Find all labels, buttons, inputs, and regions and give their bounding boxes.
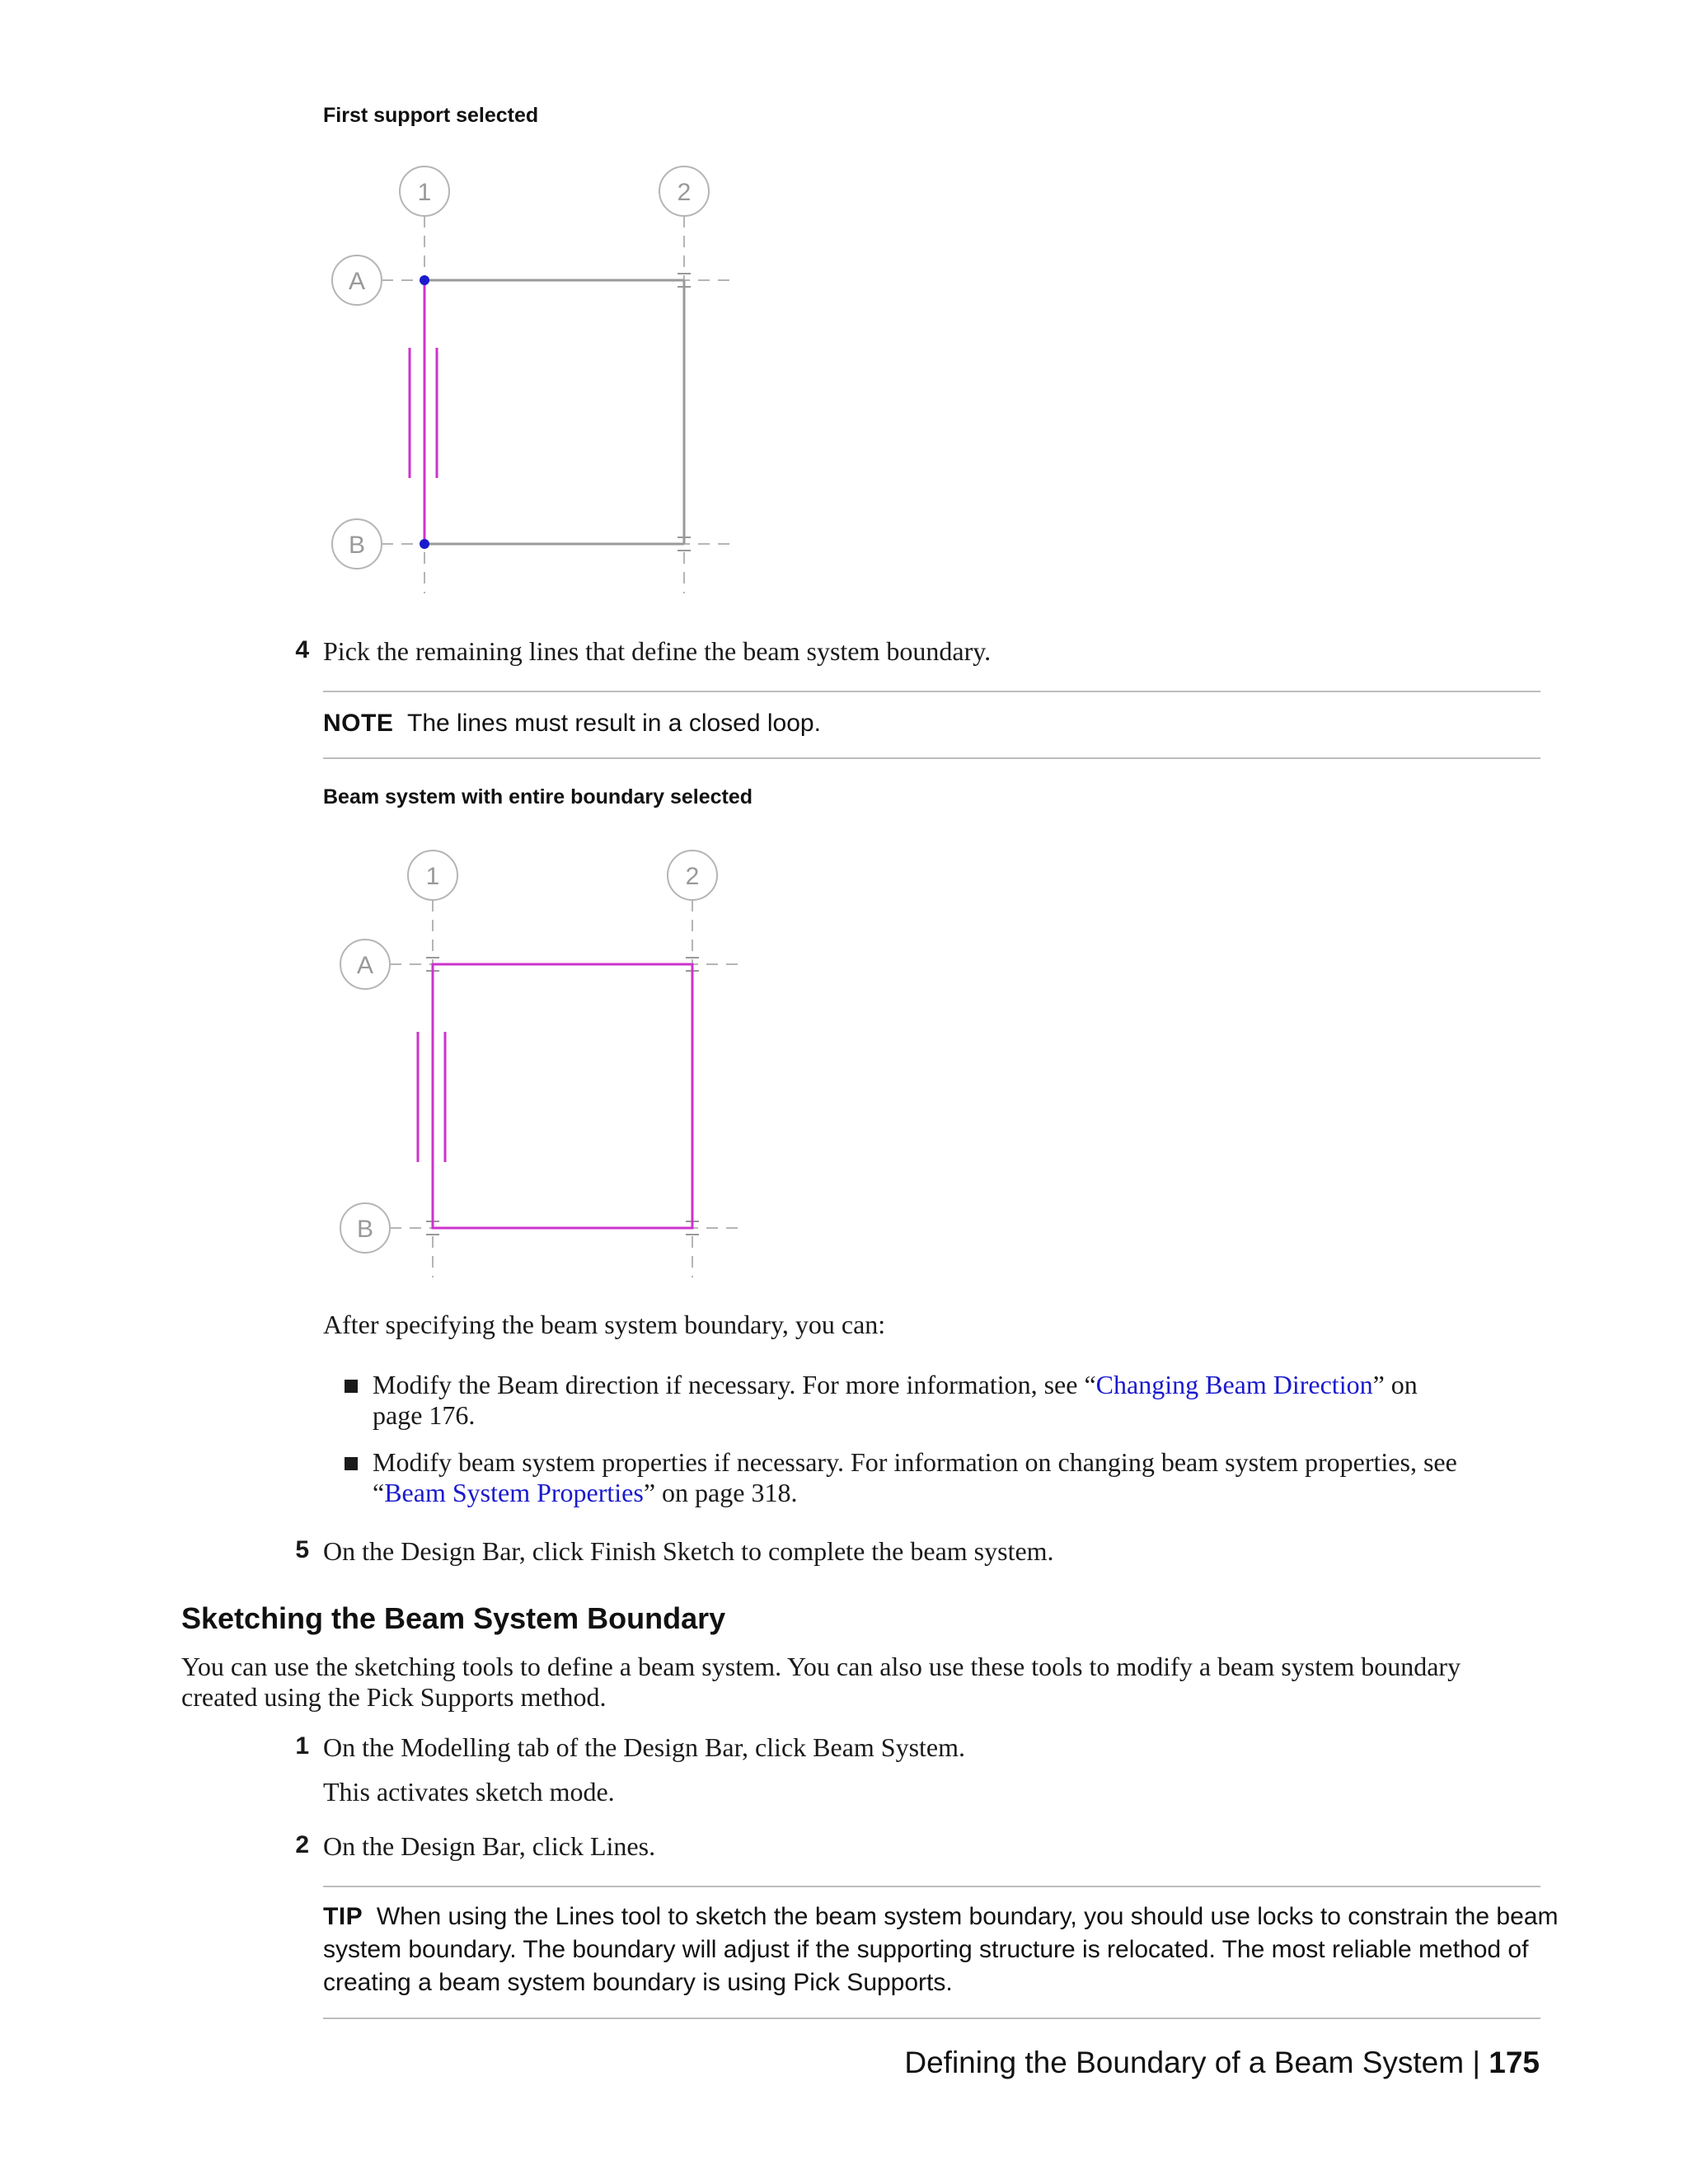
footer-title: Defining the Boundary of a Beam System [904,2046,1465,2079]
divider [323,1886,1540,1887]
bullet-text: Modify the Beam direction if necessary. For more information, see “ [373,1370,1096,1399]
paragraph: created using the Pick Supports method. [181,1682,607,1712]
grid-label-1: 1 [425,863,440,890]
step-text: On the Modelling tab of the Design Bar, click Beam System. [323,1732,966,1762]
bullet-text: page 176. [373,1400,476,1430]
bullet-icon [345,1457,358,1470]
step-subtext: This activates sketch mode. [323,1777,615,1807]
paragraph: You can use the sketching tools to define a beam system. You can also use these tools to modify a beam system boundary [181,1652,1461,1681]
tip-label: TIP [323,1903,363,1930]
figure-entire-boundary-selected [330,841,758,1286]
step-text: Pick the remaining lines that define the beam system boundary. [323,636,992,666]
step-text: On the Design Bar, click Finish Sketch to complete the beam system. [323,1536,1054,1566]
grid-label-1: 1 [417,179,432,206]
step-text: On the Design Bar, click Lines. [323,1831,656,1861]
footer-separator: | [1472,2046,1480,2079]
bullet-icon [345,1380,358,1393]
bullet-item [373,1477,797,1508]
bullet-text: ” on page 318. [643,1478,798,1507]
note-label: NOTE [323,710,394,737]
grid-label-B: B [348,532,366,559]
grid-label-A: A [348,268,366,295]
tip-text: When using the Lines tool to sketch the beam system boundary, you should use locks to constrain the beam [376,1903,1559,1930]
bullet-text: Modify beam system properties if necessary. For information on changing beam system properties, see [373,1447,1457,1477]
divider [323,691,1540,692]
divider [323,757,1540,759]
link-changing-beam-direction[interactable]: Changing Beam Direction [1095,1370,1373,1399]
step-number: 5 [295,1536,309,1563]
bullet-item [373,1369,1418,1400]
step-number: 1 [295,1732,309,1760]
section-heading: Sketching the Beam System Boundary [181,1601,726,1635]
grid-label-2: 2 [685,863,700,890]
note-text: The lines must result in a closed loop. [407,710,821,737]
divider [323,2018,1540,2019]
tip-box [323,1900,1558,1933]
page-footer [904,2046,1540,2080]
figure-caption: Beam system with entire boundary selected [323,785,753,808]
endpoint-marker [420,275,429,285]
figure-first-support-selected [321,157,750,602]
tip-text: creating a beam system boundary is using Pick Supports. [323,1969,953,1996]
grid-label-2: 2 [677,179,692,206]
page-number: 175 [1489,2046,1540,2079]
bullet-text: ” on [1372,1370,1418,1399]
grid-label-A: A [356,952,374,979]
bullet-text: “ [373,1478,385,1507]
link-beam-system-properties[interactable]: Beam System Properties [384,1478,644,1507]
figure-caption: First support selected [323,104,539,127]
step-number: 4 [295,636,309,663]
boundary-loop [433,964,692,1228]
step-number: 2 [295,1831,309,1858]
tip-text: system boundary. The boundary will adjust if the supporting structure is relocated. The most reliable method of [323,1936,1529,1963]
note-box [323,707,821,740]
grid-label-B: B [356,1216,374,1243]
endpoint-marker [420,539,429,549]
paragraph: After specifying the beam system boundary, you can: [323,1310,886,1339]
